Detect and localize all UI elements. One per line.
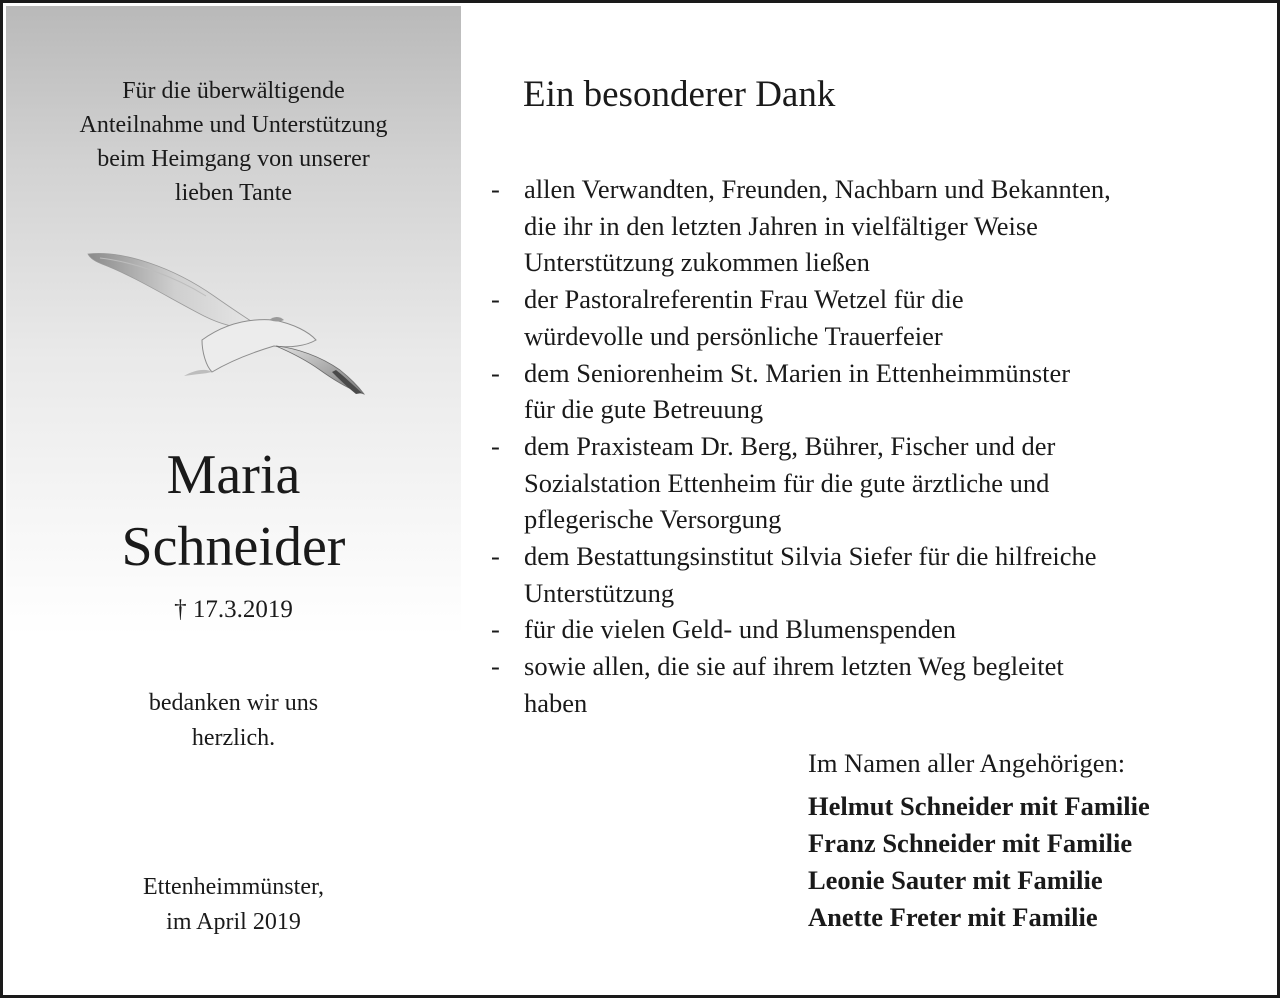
- signer: Helmut Schneider mit Familie: [808, 791, 1150, 821]
- thanks-text: bedanken wir uns herzlich.: [148, 690, 319, 751]
- list-item: [491, 281, 1261, 354]
- left-column: [6, 6, 461, 998]
- list-item-text: dem Seniorenheim St. Marien in Ettenheimmünster für die gute Betreuung: [524, 357, 1071, 425]
- thanks-list: [491, 171, 1261, 722]
- list-item: [491, 428, 1261, 538]
- place-date: Ettenheimmünster, im April 2019: [143, 874, 324, 935]
- signers-list: [808, 788, 1150, 936]
- dash-bullet: -: [491, 174, 500, 204]
- list-item: [491, 538, 1261, 611]
- list-item-text: sowie allen, die sie auf ihrem letzten Weg begleitet haben: [524, 651, 1064, 718]
- dash-bullet: -: [491, 357, 500, 388]
- list-item-text: für die vielen Geld- und Blumenspenden: [524, 614, 956, 645]
- signer: Franz Schneider mit Familie: [808, 828, 1133, 858]
- dash-bullet: -: [491, 651, 500, 682]
- list-item: [491, 648, 1261, 721]
- signer: Anette Freter mit Familie: [808, 902, 1098, 932]
- dash-bullet: -: [491, 614, 500, 645]
- list-item: [491, 611, 1261, 648]
- signoff-text: Im Namen aller Angehörigen:: [808, 748, 1126, 778]
- dash-bullet: -: [491, 430, 500, 461]
- list-item-text: der Pastoralreferentin Frau Wetzel für die würdevolle und persönliche Trauerfeier: [524, 284, 964, 351]
- heading: Ein besonderer Dank: [523, 74, 836, 115]
- seagull-icon: [84, 248, 374, 398]
- list-item-text: allen Verwandten, Freunden, Nachbarn und Bekannten, die ihr in den letzten Jahren in vielfältiger Weise Unterstützung zukommen ließen: [524, 174, 1111, 278]
- list-item-text: dem Bestattungsinstitut Silvia Siefer für die hilfreiche Unterstützung: [524, 541, 1097, 608]
- dash-bullet: -: [491, 541, 500, 572]
- dash-bullet: -: [491, 284, 500, 315]
- list-item-text: dem Praxisteam Dr. Berg, Bührer, Fischer und der Sozialstation Ettenheim für die gute ärztliche und pflegerische Versorgung: [524, 430, 1056, 535]
- signer: Leonie Sauter mit Familie: [808, 865, 1103, 895]
- list-item: [491, 355, 1261, 428]
- first-name: Maria: [166, 444, 301, 506]
- intro-text: Für die überwältigende Anteilnahme und Unterstützung beim Heimgang von unserer lieben Tante: [79, 78, 388, 206]
- death-date: † 17.3.2019: [174, 596, 293, 623]
- deceased-name: [6, 439, 461, 583]
- list-item: [491, 171, 1261, 281]
- last-name: Schneider: [121, 516, 346, 578]
